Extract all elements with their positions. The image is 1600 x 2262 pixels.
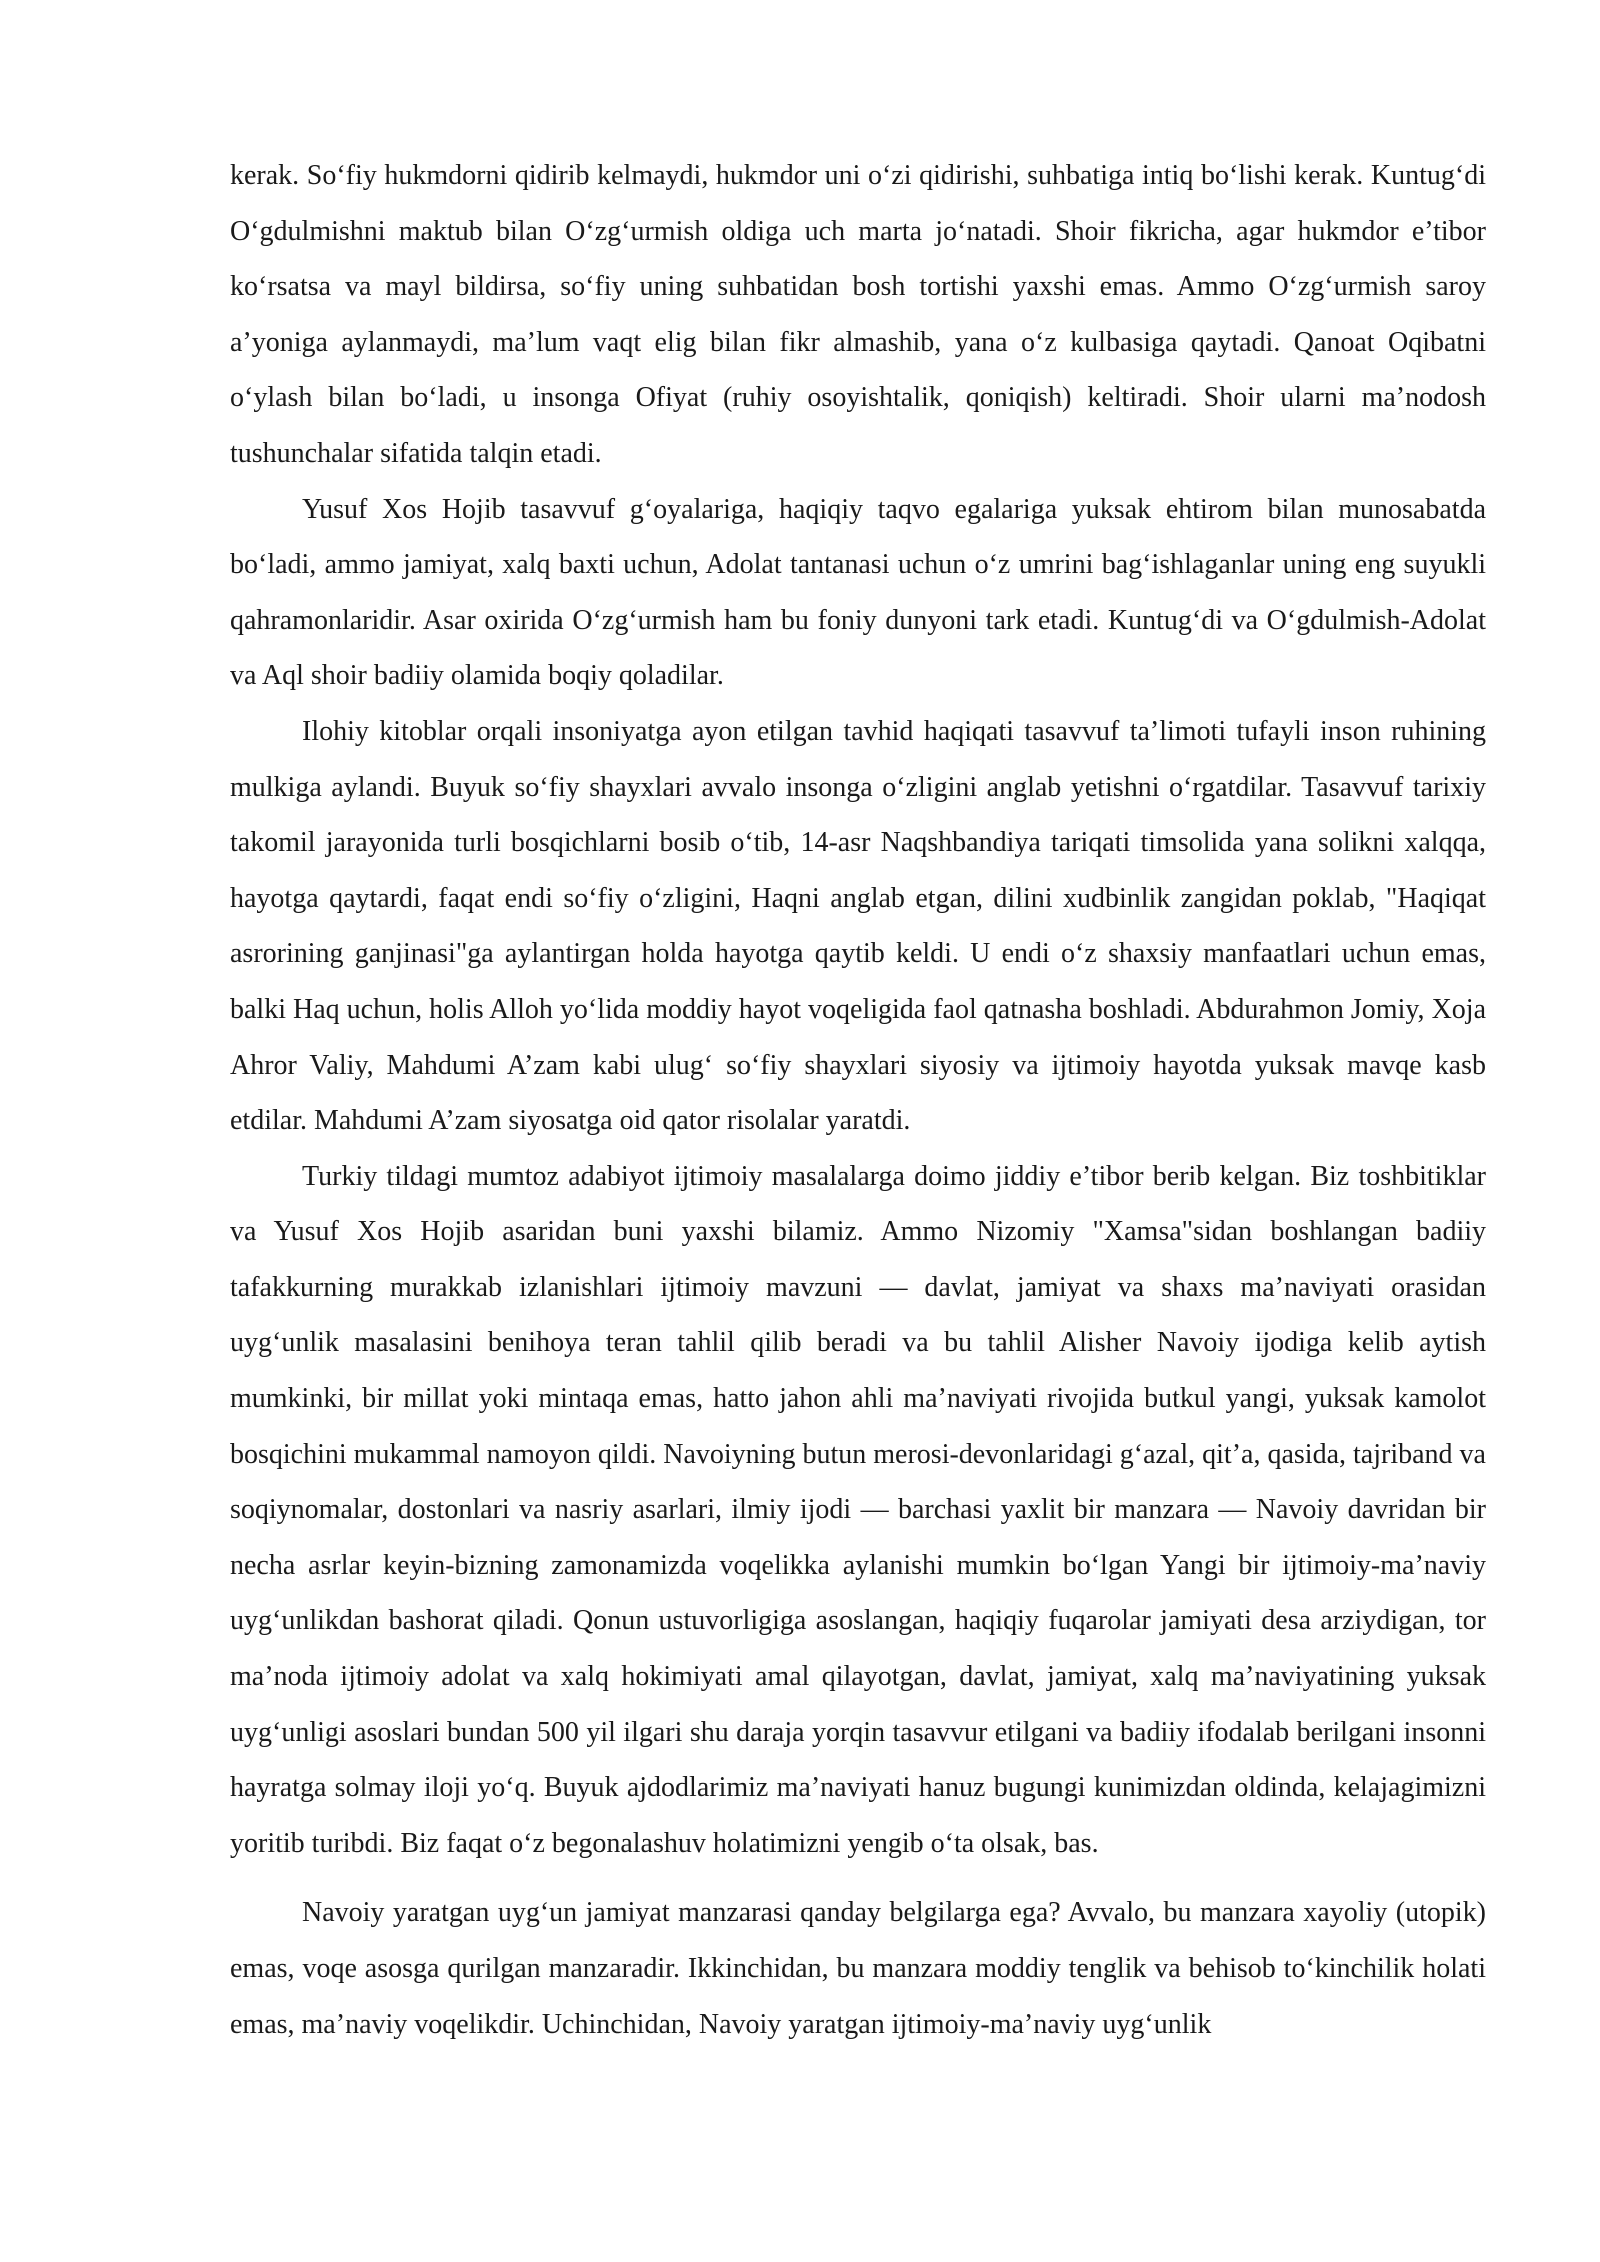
paragraph-5: Navoiy yaratgan uyg‘un jamiyat manzarasi qanday belgilarga ega? Avvalo, bu manzara xayoliy (utopik) emas, voqe asosga qurilgan manzaradir. Ikkinchidan, bu manzara moddiy tenglik va behisob to‘kinchilik holati emas, ma’naviy voqelikdir. Uchinchidan, Navoiy yaratgan ijtimoiy-ma’naviy uyg‘unlik bbox=[230, 1897, 1486, 2040]
paragraph-3: Ilohiy kitoblar orqali insoniyatga ayon etilgan tavhid haqiqati tasavvuf ta’limoti tufayli inson ruhining mulkiga aylandi. Buyuk so‘fiy shayxlari avvalo insonga o‘zligini anglab yetishni o‘rgatdilar. Tasavvuf tarixiy takomil jarayonida turli bosqichlarni bosib o‘tib, 14-asr Naqshbandiya tariqati timsolida yana solikni xalqqa, hayotga qaytardi, faqat endi so‘fiy o‘zligini, Haqni anglab etgan, dilini xudbinlik zangidan poklab, "Haqiqat asrorining ganjinasi"ga aylantirgan holda hayotga qaytib keldi. U endi o‘z shaxsiy manfaatlari uchun emas, balki Haq uchun, holis Alloh yo‘lida moddiy hayot voqeligida faol qatnasha boshladi. Abdurahmon Jomiy, Xoja Ahror Valiy, Mahdumi A’zam kabi ulug‘ so‘fiy shayxlari siyosiy va ijtimoiy hayotda yuksak mavqe kasb etdilar. Mahdumi A’zam siyosatga oid qator risolalar yaratdi. bbox=[230, 715, 1486, 1137]
paragraph-1: kerak. So‘fiy hukmdorni qidirib kelmaydi, hukmdor uni o‘zi qidirishi, suhbatiga intiq bo‘lishi kerak. Kuntug‘di O‘gdulmishni maktub bilan O‘zg‘urmish oldiga uch marta jo‘natadi. Shoir fikricha, agar hukmdor e’tibor ko‘rsatsa va mayl bildirsa, so‘fiy uning suhbatidan bosh tortishi yaxshi emas. Ammo O‘zg‘urmish saroy a’yoniga aylanmaydi, ma’lum vaqt elig bilan fikr almashib, yana o‘z kulbasiga qaytadi. Qanoat Oqibatni o‘ylash bilan bo‘ladi, u insonga Ofiyat (ruhiy osoyishtalik, qoniqish) keltiradi. Shoir ularni ma’nodosh tushunchalar sifatida talqin etadi. bbox=[230, 160, 1486, 469]
document-page bbox=[230, 148, 1486, 2052]
paragraph-2: Yusuf Xos Hojib tasavvuf g‘oyalariga, haqiqiy taqvo egalariga yuksak ehtirom bilan munosabatda bo‘ladi, ammo jamiyat, xalq baxti uchun, Adolat tantanasi uchun o‘z umrini bag‘ishlaganlar uning eng suyukli qahramonlaridir. Asar oxirida O‘zg‘urmish ham bu foniy dunyoni tark etadi. Kuntug‘di va O‘gdulmish-Adolat va Aql shoir badiiy olamida boqiy qoladilar. bbox=[230, 493, 1486, 692]
paragraph-4: Turkiy tildagi mumtoz adabiyot ijtimoiy masalalarga doimo jiddiy e’tibor berib kelgan. Biz toshbitiklar va Yusuf Xos Hojib asaridan buni yaxshi bilamiz. Ammo Nizomiy "Xamsa"sidan boshlangan badiiy tafakkurning murakkab izlanishlari ijtimoiy mavzuni — davlat, jamiyat va shaxs ma’naviyati orasidan uyg‘unlik masalasini benihoya teran tahlil qilib beradi va bu tahlil Alisher Navoiy ijodiga kelib aytish mumkinki, bir millat yoki mintaqa emas, hatto jahon ahli ma’naviyati rivojida butkul yangi, yuksak kamolot bosqichini mukammal namoyon qildi. Navoiyning butun merosi-devonlaridagi g‘azal, qit’a, qasida, tajriband va soqiynomalar, dostonlari va nasriy asarlari, ilmiy ijodi — barchasi yaxlit bir manzara — Navoiy davridan bir necha asrlar keyin-bizning zamonamizda voqelikka aylanishi mumkin bo‘lgan Yangi bir ijtimoiy-ma’naviy uyg‘unlikdan bashorat qiladi. Qonun ustuvorligiga asoslangan, haqiqiy fuqarolar jamiyati desa arziydigan, tor ma’noda ijtimoiy adolat va xalq hokimiyati amal qilayotgan, davlat, jamiyat, xalq ma’naviyatining yuksak uyg‘unligi asoslari bundan 500 yil ilgari shu daraja yorqin tasavvur etilgani va badiiy ifodalab berilgani insonni hayratga solmay iloji yo‘q. Buyuk ajdodlarimiz ma’naviyati hanuz bugungi kunimizdan oldinda, kelajagimizni yoritib turibdi. Biz faqat o‘z begonalashuv holatimizni yengib o‘ta olsak, bas. bbox=[230, 1160, 1486, 1859]
